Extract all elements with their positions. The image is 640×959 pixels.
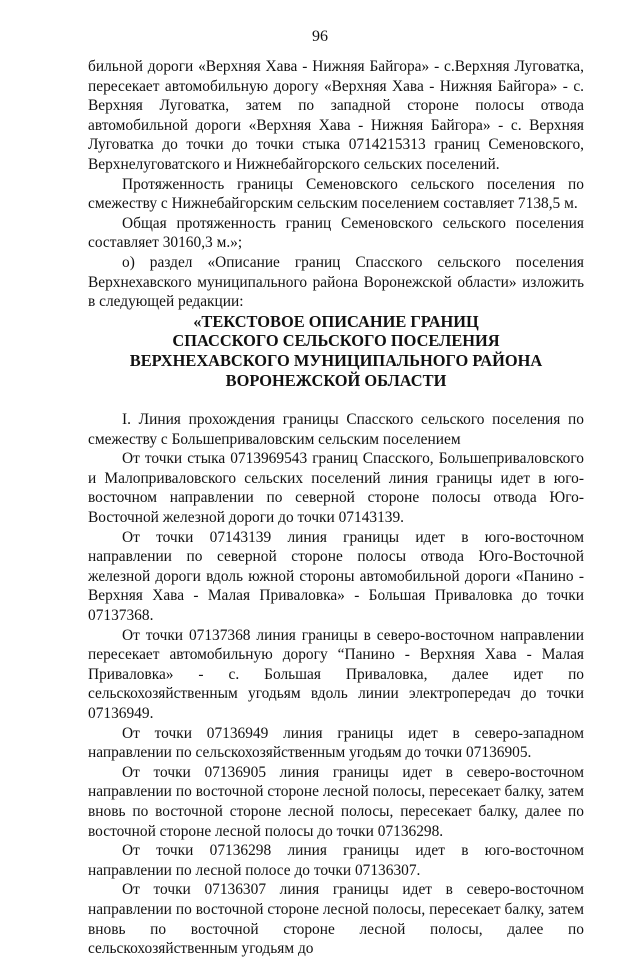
paragraph-total-length: Общая протяженность границ Семеновского сельского поселения составляет 30160,3 м.»; bbox=[88, 214, 584, 252]
paragraph-boundary-point: От точки 07136949 линия границы идет в северо-западном направлении по сельскохозяйственным угодьям до точки 07136905. bbox=[88, 724, 584, 762]
document-body bbox=[88, 57, 584, 959]
paragraph-boundary-point: От точки 07136298 линия границы идет в юго-восточном направлении по лесной полосе до точки 07136307. bbox=[88, 842, 584, 879]
paragraph-boundary-length: Протяженность границы Семеновского сельского поселения по смежеству с Нижнебайгорским сельским поселением составляет 7138,5 м. bbox=[88, 175, 584, 213]
document-heading bbox=[88, 312, 584, 390]
heading-line: ВЕРХНЕХАВСКОГО МУНИЦИПАЛЬНОГО РАЙОНА bbox=[129, 350, 543, 370]
page-number: 96 bbox=[312, 28, 328, 45]
paragraph-boundary-point: От точки 07137368 линия границы в северо-восточном направлении пересекает автомобильную дорогу “Панино - Верхняя Хава - Малая Приваловка» - с. Большая Приваловка, далее идет по сельскохозяйственным угодьям вдоль линии электропередач до точки 07136949. bbox=[88, 626, 584, 722]
paragraph-boundary-point: От точки 07136307 линия границы идет в северо-восточном направлении по восточной стороне лесной полосы, пересекает балку, затем вновь по восточной стороне лесной полосы, далее по сельскохозяйственным угодьям до bbox=[88, 881, 584, 958]
heading-line: «ТЕКСТОВОЕ ОПИСАНИЕ ГРАНИЦ bbox=[193, 311, 479, 331]
section-title: I. Линия прохождения границы Спасского сельского поселения по смежеству с Большеприваловским сельским поселением bbox=[88, 411, 584, 448]
heading-line: СПАССКОГО СЕЛЬСКОГО ПОСЕЛЕНИЯ bbox=[172, 331, 500, 351]
paragraph-section-o: о) раздел «Описание границ Спасского сельского поселения Верхнехавского муниципального района Воронежской области» изложить в следующей редакции: bbox=[88, 253, 584, 311]
paragraph-boundary-point: От точки 07143139 линия границы идет в юго-восточном направлении по северной стороне полосы отвода Юго-Восточной железной дороги вдоль южной стороны автомобильной дороги «Панино - Верхняя Хава - Малая Приваловка» - Большая Приваловка до точки 07137368. bbox=[88, 528, 584, 625]
paragraph-continuation: бильной дороги «Верхняя Хава - Нижняя Байгора» - с.Верхняя Луговатка, пересекает автомобильную дорогу «Верхняя Хава - Нижняя Байгора» - с. Верхняя Луговатка, затем по западной стороне полосы отвода автомобильной дороги «Верхняя Хава - Нижняя Байгора» - с. Верхняя Луговатка до точки до точки стыка 0714215313 границ Семеновского, Верхнелуговатского и Нижнебайгорского сельских поселений. bbox=[88, 58, 584, 173]
heading-line: ВОРОНЕЖСКОЙ ОБЛАСТИ bbox=[225, 370, 447, 390]
paragraph-boundary-point: От точки стыка 0713969543 границ Спасского, Большеприваловского и Малоприваловского сельских поселений линия границы идет в юго-восточном направлении по северной стороне полосы отвода Юго-Восточной железной дороги до точки 07143139. bbox=[88, 450, 584, 527]
paragraph-boundary-point: От точки 07136905 линия границы идет в северо-восточном направлении по восточной стороне лесной полосы, пересекает балку, затем вновь по восточной стороне лесной полосы, пересекает балку, далее по восточной стороне лесной полосы до точки 07136298. bbox=[88, 763, 584, 840]
